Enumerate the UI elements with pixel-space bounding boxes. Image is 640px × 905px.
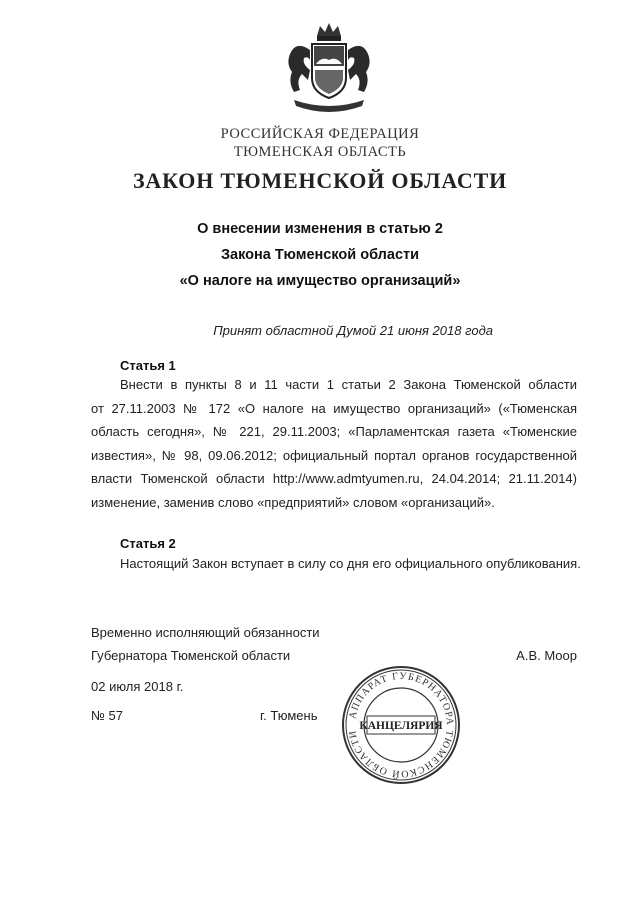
article-1-line: область сегодня», № 221, 29.11.2003; «Парламентская газета «Тюменские [91, 424, 577, 440]
article-2-text: Настоящий Закон вступает в силу со дня его официального опубликования. [120, 556, 581, 571]
header-region: ТЮМЕНСКАЯ ОБЛАСТЬ [233, 144, 407, 160]
article-1-text [91, 373, 577, 515]
law-number: № 57 [91, 708, 124, 723]
header-country: РОССИЙСКАЯ ФЕДЕРАЦИЯ [220, 126, 420, 142]
signing-date: 02 июля 2018 г. [91, 679, 184, 694]
header-document-type: ЗАКОН ТЮМЕНСКОЙ ОБЛАСТИ [132, 168, 507, 193]
signatory-name: А.В. Моор [516, 648, 577, 663]
adoption-note: Принят областной Думой 21 июня 2018 года [213, 323, 493, 338]
law-title-line-2: Закона Тюменской области [220, 247, 420, 263]
article-1-heading: Статья 1 [120, 358, 176, 373]
office-seal-icon [340, 664, 462, 786]
article-1-line: власти Тюменской области http://www.admtyumen.ru, 24.04.2014; 21.11.2014) [91, 471, 577, 487]
seal-ring-text: АППАРАТ ГУБЕРНАТОРА ТЮМЕНСКОЙ ОБЛАСТИ [347, 670, 456, 780]
article-2-heading: Статья 2 [120, 536, 176, 551]
law-title-line-1: О внесении изменения в статью 2 [197, 221, 443, 237]
article-1-line: изменение, заменив слово «предприятий» словом «организаций». [91, 494, 495, 510]
signatory-title-line-1: Временно исполняющий обязанности [91, 625, 320, 640]
article-1-line: от 27.11.2003 № 172 «О налоге на имущество организаций» («Тюменская [91, 400, 577, 416]
article-1-line: Внести в пункты 8 и 11 части 1 статьи 2 Закона Тюменской области [120, 377, 577, 392]
coat-of-arms-icon [282, 20, 376, 120]
article-1-line: известия», № 98, 09.06.2012; официальный портал органов государственной [91, 447, 577, 463]
law-title-line-3: «О налоге на имущество организаций» [179, 273, 461, 289]
seal-center-text: КАНЦЕЛЯРИЯ [359, 720, 443, 732]
signatory-title-line-2: Губернатора Тюменской области [91, 648, 291, 663]
signing-city: г. Тюмень [260, 708, 318, 723]
